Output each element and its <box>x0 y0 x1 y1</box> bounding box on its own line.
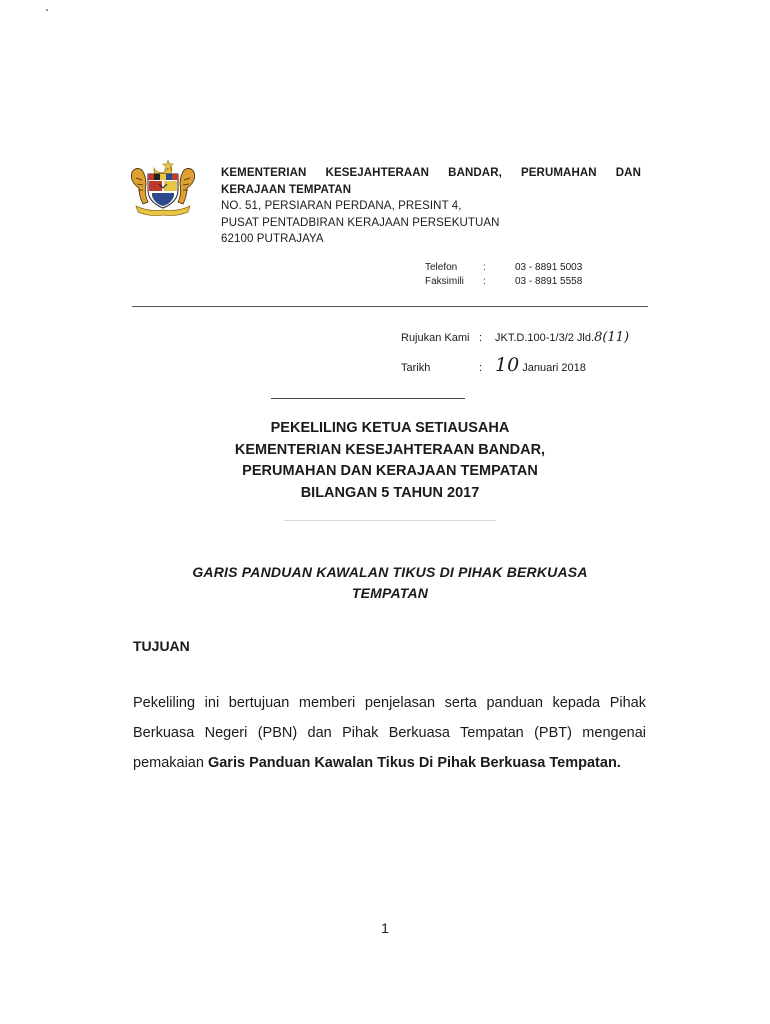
faint-divider <box>284 520 496 521</box>
circular-title-line: KEMENTERIAN KESEJAHTERAAN BANDAR, <box>234 441 546 458</box>
letterhead-divider <box>132 306 648 307</box>
subject-line: GARIS PANDUAN KAWALAN TIKUS DI PIHAK BERKUASA <box>192 564 588 580</box>
malaysia-coat-of-arms-icon <box>128 158 198 216</box>
telefon-label: Telefon <box>425 262 458 273</box>
subject-heading <box>130 562 650 604</box>
separator: : <box>479 332 483 344</box>
tarikh-label: Tarikh <box>401 362 431 374</box>
rujukan-row <box>401 324 629 352</box>
faksimili-row <box>425 275 582 289</box>
tarikh-row <box>401 352 629 382</box>
scan-speck <box>46 9 48 11</box>
body-paragraph <box>133 688 646 778</box>
tarikh-rest: Januari 2018 <box>522 362 586 374</box>
contact-block <box>425 261 582 289</box>
ministry-name: KEMENTERIAN KESEJAHTERAAN BANDAR, PERUMAHAN DAN KERAJAAN TEMPATAN <box>221 167 641 196</box>
rujukan-value: JKT.D.100-1/3/2 Jld. <box>495 332 595 344</box>
letterhead <box>221 165 641 248</box>
separator: : <box>483 262 486 273</box>
title-divider <box>271 398 465 399</box>
circular-title-line: PERUMAHAN DAN KERAJAAN TEMPATAN <box>242 463 538 479</box>
address-line: NO. 51, PERSIARAN PERDANA, PRESINT 4, <box>221 200 462 212</box>
paragraph-bold-text: Garis Panduan Kawalan Tikus Di Pihak Berkuasa Tempatan. <box>207 755 621 771</box>
page-number: 1 <box>381 920 389 936</box>
faksimili-value: 03 - 8891 5558 <box>515 276 583 287</box>
tarikh-day-handwritten: 10 <box>495 354 520 376</box>
circular-title-line: PEKELILING KETUA SETIAUSAHA <box>270 420 510 436</box>
rujukan-label: Rujukan Kami <box>401 332 470 344</box>
reference-block <box>401 324 629 382</box>
section-heading: TUJUAN <box>133 638 190 654</box>
address-line: 62100 PUTRAJAYA <box>221 233 324 245</box>
paragraph-text: Pekeliling ini bertujuan memberi penjelasan serta panduan kepada Pihak Berkuasa Negeri (PBN) dan Pihak Berkuasa Tempatan (PBT) mengenai pemakaian <box>133 695 646 771</box>
separator: : <box>479 362 483 374</box>
subject-line: TEMPATAN <box>351 585 429 601</box>
address-line: PUSAT PENTADBIRAN KERAJAAN PERSEKUTUAN <box>221 216 500 229</box>
faksimili-label: Faksimili <box>425 276 464 287</box>
telefon-value: 03 - 8891 5003 <box>515 262 583 273</box>
circular-title-line: BILANGAN 5 TAHUN 2017 <box>300 484 480 501</box>
circular-title <box>130 418 650 504</box>
separator: : <box>483 276 486 287</box>
telefon-row <box>425 261 582 275</box>
rujukan-handwritten: 8(11) <box>594 330 630 345</box>
